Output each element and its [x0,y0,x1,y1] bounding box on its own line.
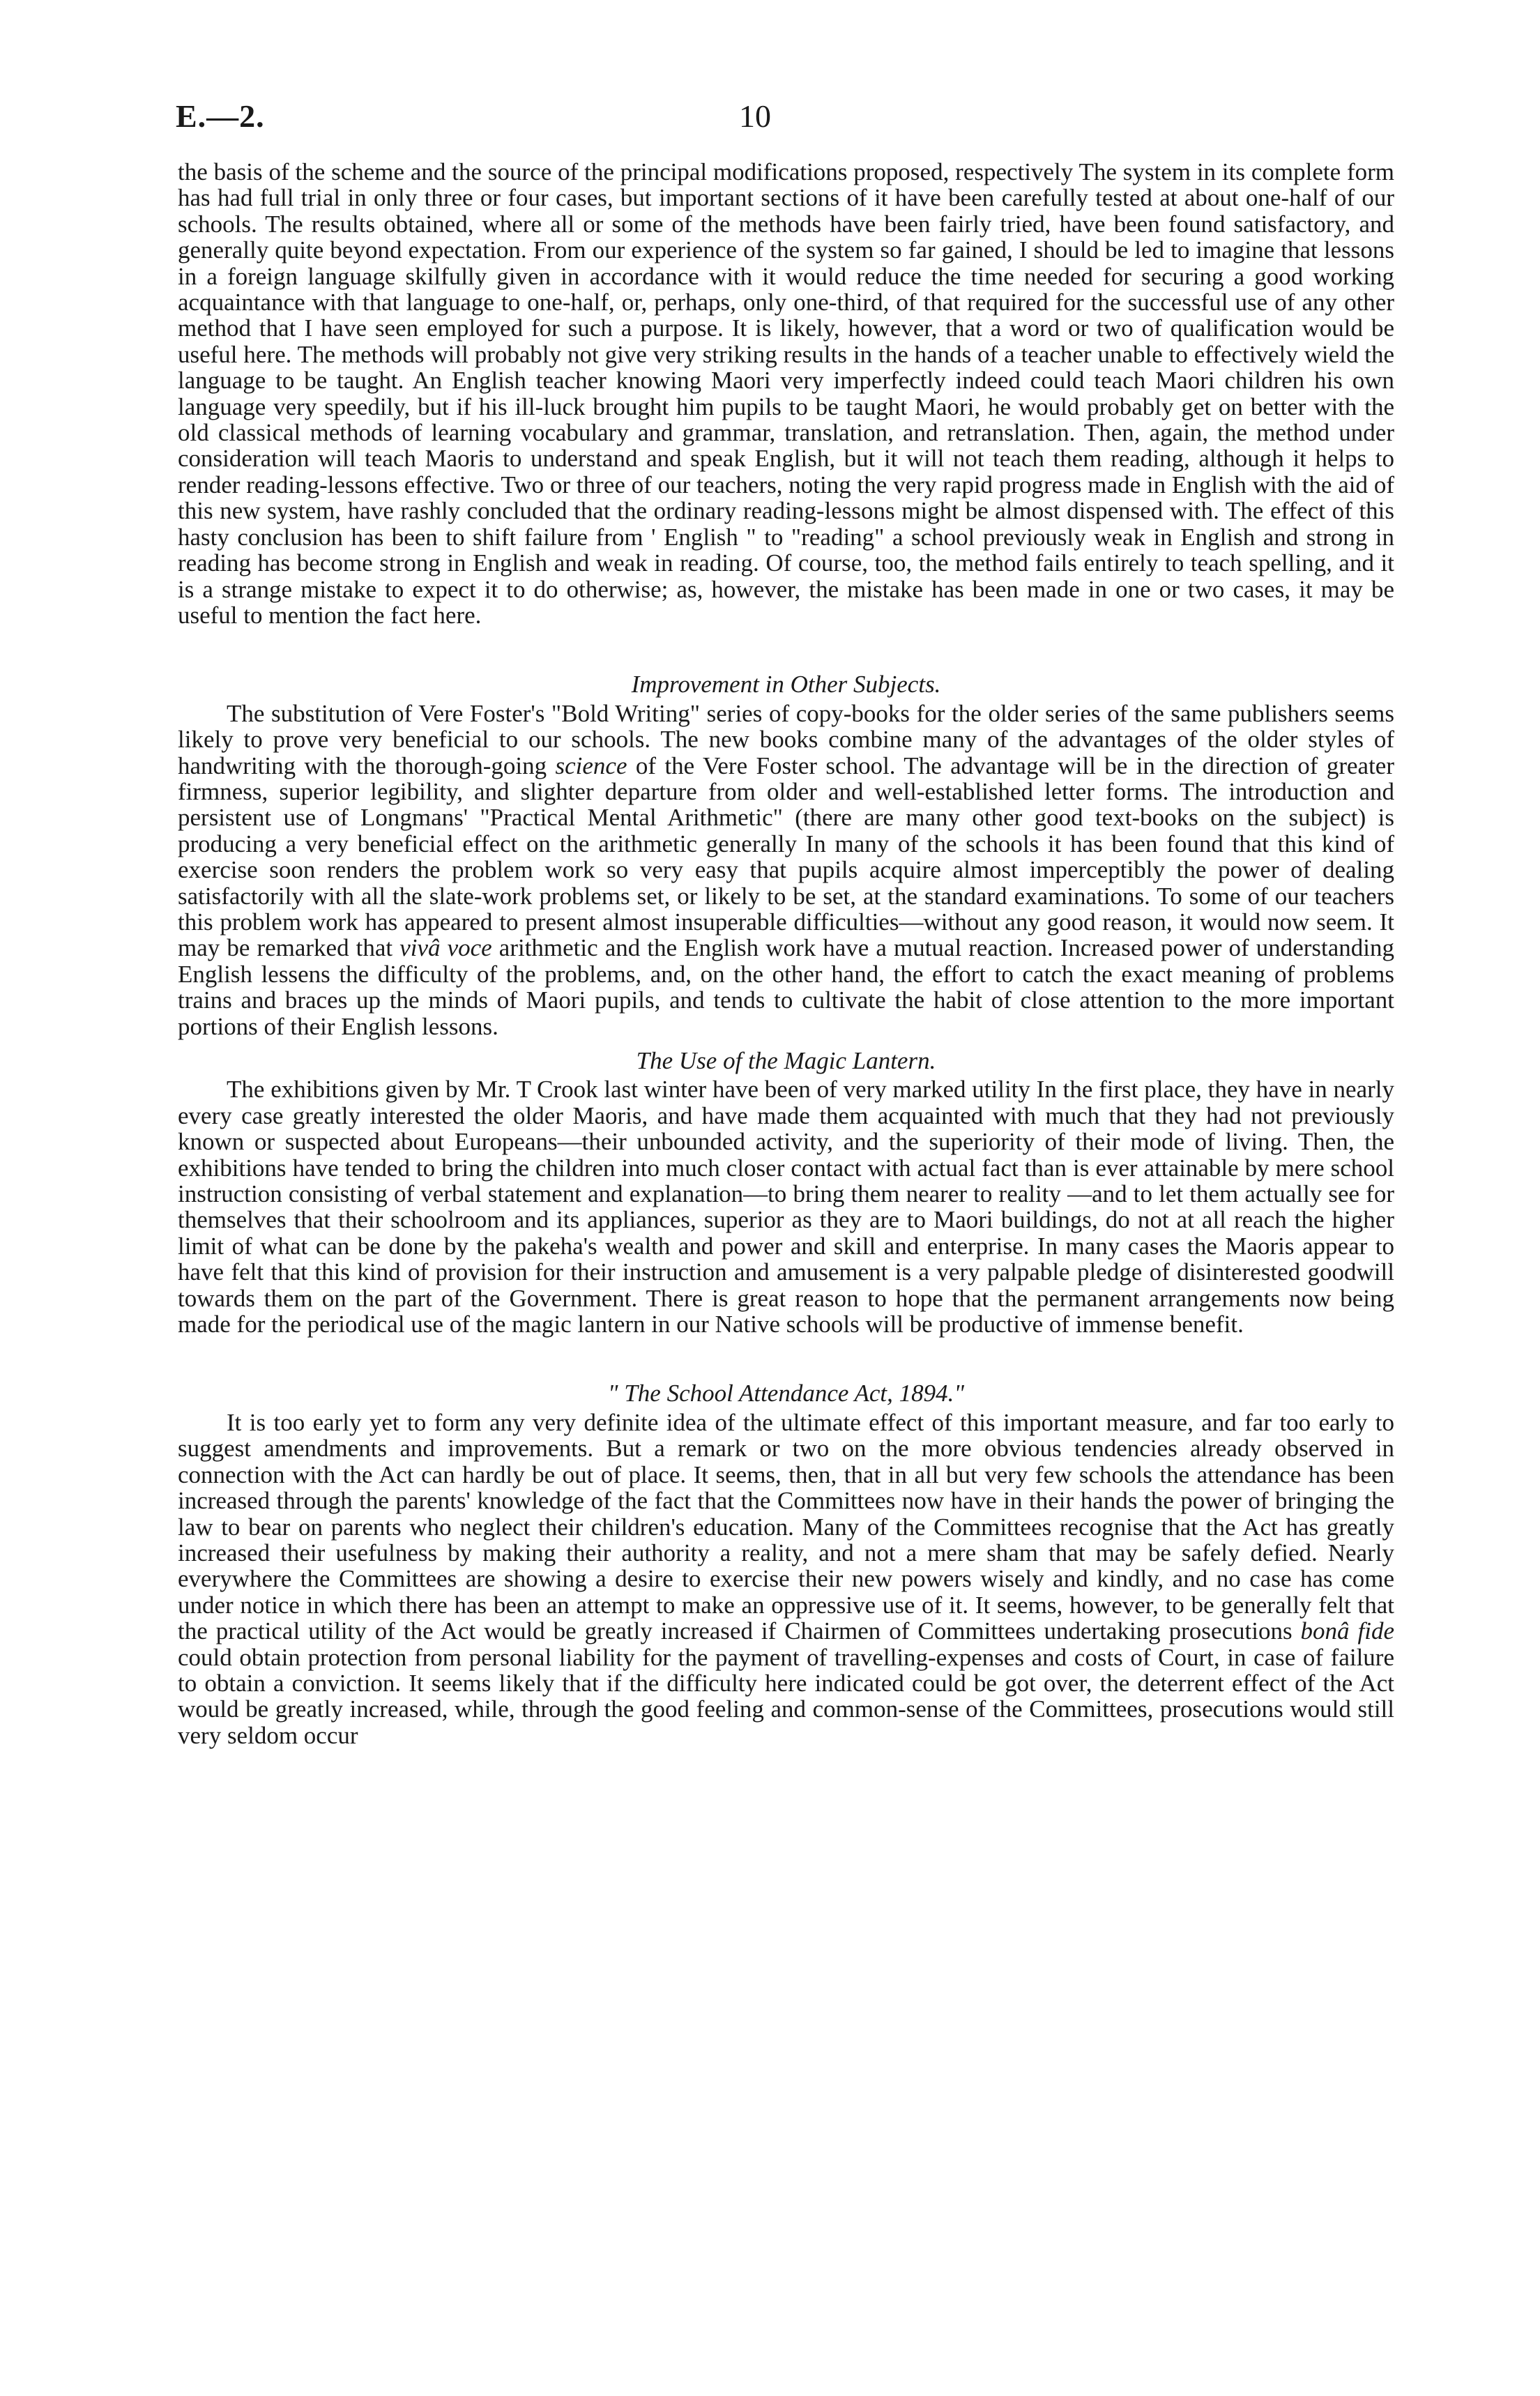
paragraph-improvement-part-1: The substitution of Vere Foster's "Bold Writing" series of copy-books for the older series of the same publishers seems likely to prove very beneficial to our schools. The new books combine many of the advantages of the older styles of handwriting with the thorough-going [178,699,1394,779]
section-heading-magic-lantern: The Use of the Magic Lantern. [636,1047,936,1074]
paragraph-magic-lantern: The exhibitions given by Mr. T Crook last winter have been of very marked utility In the first place, they have in nearly every case greatly interested the older Maoris, and have made them acquainted with much that they had not previously known or suspected about Europeans—their unbounded activity, and the superiority of their mode of living. Then, the exhibitions have tended to bring the children into much closer contact with actual fact than is ever attainable by mere school instruction consisting of verbal statement and explanation—to bring them nearer to reality —and to let them actually see for themselves that their schoolroom and its appliances, superior as they are to Maori buildings, do not at all reach the higher limit of what can be done by the pakeha's wealth and power and skill and enterprise. In many cases the Maoris appear to have felt that this kind of provision for their instruction and amusement is a very palpable pledge of disinterested goodwill towards them on the part of the Government. There is great reason to hope that the permanent arrangements now being made for the periodical use of the magic lantern in our Native schools will be productive of immense benefit. [178,1076,1394,1338]
paragraph-improvement-part-3: arithmetic and the English work have a mutual reaction. Increased power of understanding English lessens the difficulty of the problems, and, on the other hand, the effort to catch the exact meaning of problems trains and braces up the minds of Maori pupils, and tends to cultivate the habit of close attention to the more important portions of their English lessons. [178,934,1394,1040]
paragraph-scheme-continuation: the basis of the scheme and the source of the principal modifications proposed, respectively The system in its complete form has had full trial in only three or four cases, but important sections of it have been carefully tested at about one-half of our schools. The results obtained, where all or some of the methods have been fairly tried, have been found satisfactory, and generally quite beyond expectation. From our experience of the system so far gained, I should be led to imagine that lessons in a foreign language skilfully given in accordance with it would reduce the time needed for securing a good working acquaintance with that language to one-half, or, perhaps, only one-third, of that required for the successful use of any other method that I have seen employed for such a purpose. It is likely, however, that a word or two of qualification would be useful here. The methods will probably not give very striking results in the hands of a teacher unable to effectively wield the language to be taught. An English teacher knowing Maori very imperfectly indeed could teach Maori children his own language very speedily, but if his ill-luck brought him pupils to be taught Maori, he would probably get on better with the old classical methods of learning vocabulary and grammar, translation, and retranslation. Then, again, the method under consideration will teach Maoris to understand and speak English, but it will not teach them reading, although it helps to render reading-lessons effective. Two or three of our teachers, noting the very rapid progress made in English with the aid of this new system, have rashly concluded that the ordinary reading-lessons might be almost dispensed with. The effect of this hasty conclusion has been to shift failure from ' English " to "reading" a school previously weak in English and strong in reading has become strong in English and weak in reading. Of course, too, the method fails entirely to teach spelling, and it is a strange mistake to expect it to do otherwise; as, however, the mistake has been made in one or two cases, it may be useful to mention the fact here. [178,158,1394,629]
paragraph-school-attendance [178,1410,1394,1748]
paragraph-attendance-part-1: It is too early yet to form any very definite idea of the ultimate effect of this important measure, and far too early to suggest amendments and improvements. But a remark or two on the more obvious tendencies already observed in connection with the Act can hardly be out of place. It seems, then, that in all but very few schools the attendance has been increased through the parents' knowledge of the fact that the Committees now have in their hands the power of bringing the law to bear on parents who neglect their children's education. Many of the Committees recognise that the Act has greatly increased their usefulness by making their authority a reality, and not a mere sham that may be safely defied. Nearly everywhere the Committees are showing a desire to exercise their new powers wisely and kindly, and no case has come under notice in which there has been an attempt to make an oppressive use of it. It seems, however, to be generally felt that the practical utility of the Act would be greatly increased if Chairmen of Committees undertaking prosecutions [178,1408,1394,1645]
section-heading-school-attendance-act: " The School Attendance Act, 1894." [607,1380,965,1407]
page-number: 10 [739,98,771,134]
document-reference: E.—2. [176,98,265,134]
document-body [178,159,1394,1748]
paragraph-attendance-part-2: could obtain protection from personal liability for the payment of travelling-expenses and costs of Court, in case of failure to obtain a conviction. It seems likely that if the difficulty here indicated could be got over, the deterrent effect of the Act would be greatly increased, while, through the good feeling and common-sense of the Committees, prosecutions would still very seldom occur [178,1643,1394,1749]
italic-science: science [555,751,627,779]
paragraph-improvement-part-2: of the Vere Foster school. The advantage will be in the direction of greater firmness, superior legibility, and slighter departure from older and well-established letter forms. The introduction and persistent use of Longmans' "Practical Mental Arithmetic" (there are many other good text-books on the subject) is producing a very beneficial effect on the arithmetic generally In many of the schools it has been found that this kind of exercise soon renders the problem work so very easy that pupils acquire almost imperceptibly the power of dealing satisfactorily with all the slate-work problems set, or likely to be set, at the standard examinations. To some of our teachers this problem work has appeared to present almost insuperable difficulties—without any good reason, it would now seem. It may be remarked that [178,751,1394,962]
section-heading-improvement: Improvement in Other Subjects. [631,671,941,699]
paragraph-improvement [178,701,1394,1039]
italic-viva-voce: vivâ voce [399,934,492,962]
italic-bona-fide: bonâ fide [1300,1617,1395,1645]
